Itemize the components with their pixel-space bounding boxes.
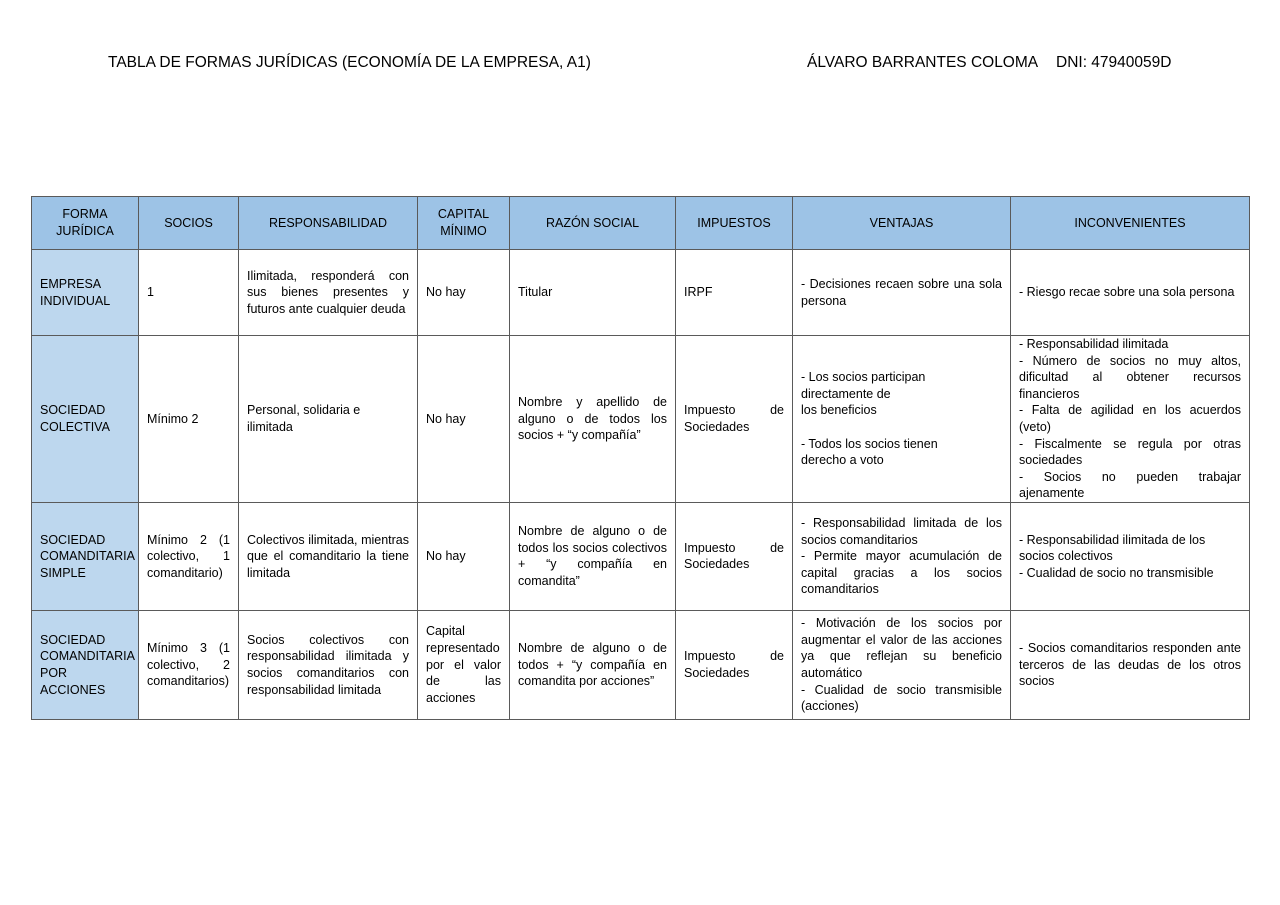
cell-responsabilidad: Personal, solidaria e ilimitada xyxy=(239,336,418,503)
cell-impuestos: IRPF xyxy=(676,250,793,336)
ventaja-item: - Cualidad de socio transmisible (acciones) xyxy=(801,682,1002,714)
cell-responsabilidad: Socios colectivos con responsabilidad ilimitada y socios comanditarios con responsabilidad limitada xyxy=(239,610,418,719)
ventaja-item: - Todos los socios tienen xyxy=(801,436,938,451)
ventaja-item: directamente de xyxy=(801,386,891,401)
table-row xyxy=(32,250,1250,336)
ventaja-item: - Los socios participan xyxy=(801,370,926,385)
header-razon-social: RAZÓN SOCIAL xyxy=(510,197,676,250)
inconveniente-item: - Responsabilidad ilimitada de los socios colectivos xyxy=(1019,532,1206,564)
row-forma-juridica: SOCIEDAD COMANDITARIA POR ACCIONES xyxy=(32,610,139,719)
header-socios: SOCIOS xyxy=(139,197,239,250)
cell-impuestos: Impuesto de Sociedades xyxy=(676,610,793,719)
cell-responsabilidad: Ilimitada, responderá con sus bienes presentes y futuros ante cualquier deuda xyxy=(239,250,418,336)
cell-ventajas: - Decisiones recaen sobre una sola persona xyxy=(793,250,1011,336)
cell-inconvenientes: - Riesgo recae sobre una sola persona xyxy=(1011,250,1250,336)
row-forma-juridica: SOCIEDAD COMANDITARIA SIMPLE xyxy=(32,502,139,610)
cell-socios: 1 xyxy=(139,250,239,336)
ventaja-item: - Permite mayor acumulación de capital gracias a los socios comanditarios xyxy=(801,549,1002,597)
table-row xyxy=(32,502,1250,610)
cell-impuestos: Impuesto de Sociedades xyxy=(676,336,793,503)
legal-forms-table xyxy=(31,196,1250,720)
cell-capital: No hay xyxy=(418,502,510,610)
cell-capital: No hay xyxy=(418,336,510,503)
table-row xyxy=(32,336,1250,503)
inconveniente-item: - Responsabilidad ilimitada xyxy=(1019,337,1169,351)
cell-socios: Mínimo 3 (1 colectivo, 2 comanditarios) xyxy=(139,610,239,719)
cell-responsabilidad: Colectivos ilimitada, mientras que el comanditario la tiene limitada xyxy=(239,502,418,610)
header-responsabilidad: RESPONSABILIDAD xyxy=(239,197,418,250)
cell-razon-social: Nombre y apellido de alguno o de todos los socios + “y compañía” xyxy=(510,336,676,503)
table-row xyxy=(32,610,1250,719)
header-capital-minimo: CAPITAL MÍNIMO xyxy=(418,197,510,250)
row-forma-juridica: SOCIEDAD COLECTIVA xyxy=(32,336,139,503)
cell-razon-social: Nombre de alguno o de todos los socios colectivos + “y compañía en comandita” xyxy=(510,502,676,610)
inconveniente-item: - Número de socios no muy altos, dificultad al obtener recursos financieros xyxy=(1019,353,1241,401)
cell-impuestos: Impuesto de Sociedades xyxy=(676,502,793,610)
cell-socios: Mínimo 2 (1 colectivo, 1 comanditario) xyxy=(139,502,239,610)
inconveniente-item: - Cualidad de socio no transmisible xyxy=(1019,565,1214,580)
header-inconvenientes: INCONVENIENTES xyxy=(1011,197,1250,250)
ventaja-item: derecho a voto xyxy=(801,453,884,468)
document-title: TABLA DE FORMAS JURÍDICAS (ECONOMÍA DE LA EMPRESA, A1) xyxy=(108,54,591,71)
header-ventajas: VENTAJAS xyxy=(793,197,1011,250)
cell-capital: No hay xyxy=(418,250,510,336)
cell-ventajas xyxy=(793,336,1011,503)
inconveniente-item: - Socios no pueden trabajar ajenamente xyxy=(1019,469,1241,501)
cell-razon-social: Nombre de alguno o de todos + “y compañía en comandita por acciones” xyxy=(510,610,676,719)
header-forma-juridica: FORMA JURÍDICA xyxy=(32,197,139,250)
inconveniente-item: - Falta de agilidad en los acuerdos (veto) xyxy=(1019,403,1241,434)
inconveniente-item: - Fiscalmente se regula por otras sociedades xyxy=(1019,436,1241,468)
author-name: ÁLVARO BARRANTES COLOMA xyxy=(807,54,1039,71)
spacer xyxy=(801,419,1002,436)
ventaja-item: - Motivación de los socios por augmentar el valor de las acciones ya que reflejan su beneficio automático xyxy=(801,616,1002,680)
cell-inconvenientes xyxy=(1011,336,1250,503)
ventaja-item: los beneficios xyxy=(801,403,877,418)
cell-ventajas xyxy=(793,610,1011,719)
cell-inconvenientes: - Socios comanditarios responden ante terceros de las deudas de los otros socios xyxy=(1011,610,1250,719)
cell-socios: Mínimo 2 xyxy=(139,336,239,503)
cell-razon-social: Titular xyxy=(510,250,676,336)
ventaja-item: - Responsabilidad limitada de los socios comanditarios xyxy=(801,515,1002,547)
table-header-row xyxy=(32,197,1250,250)
header-impuestos: IMPUESTOS xyxy=(676,197,793,250)
cell-ventajas xyxy=(793,502,1011,610)
cell-capital: Capital representado por el valor de las acciones xyxy=(418,610,510,719)
row-forma-juridica: EMPRESA INDIVIDUAL xyxy=(32,250,139,336)
cell-inconvenientes xyxy=(1011,502,1250,610)
author-dni: DNI: 47940059D xyxy=(1056,54,1172,71)
